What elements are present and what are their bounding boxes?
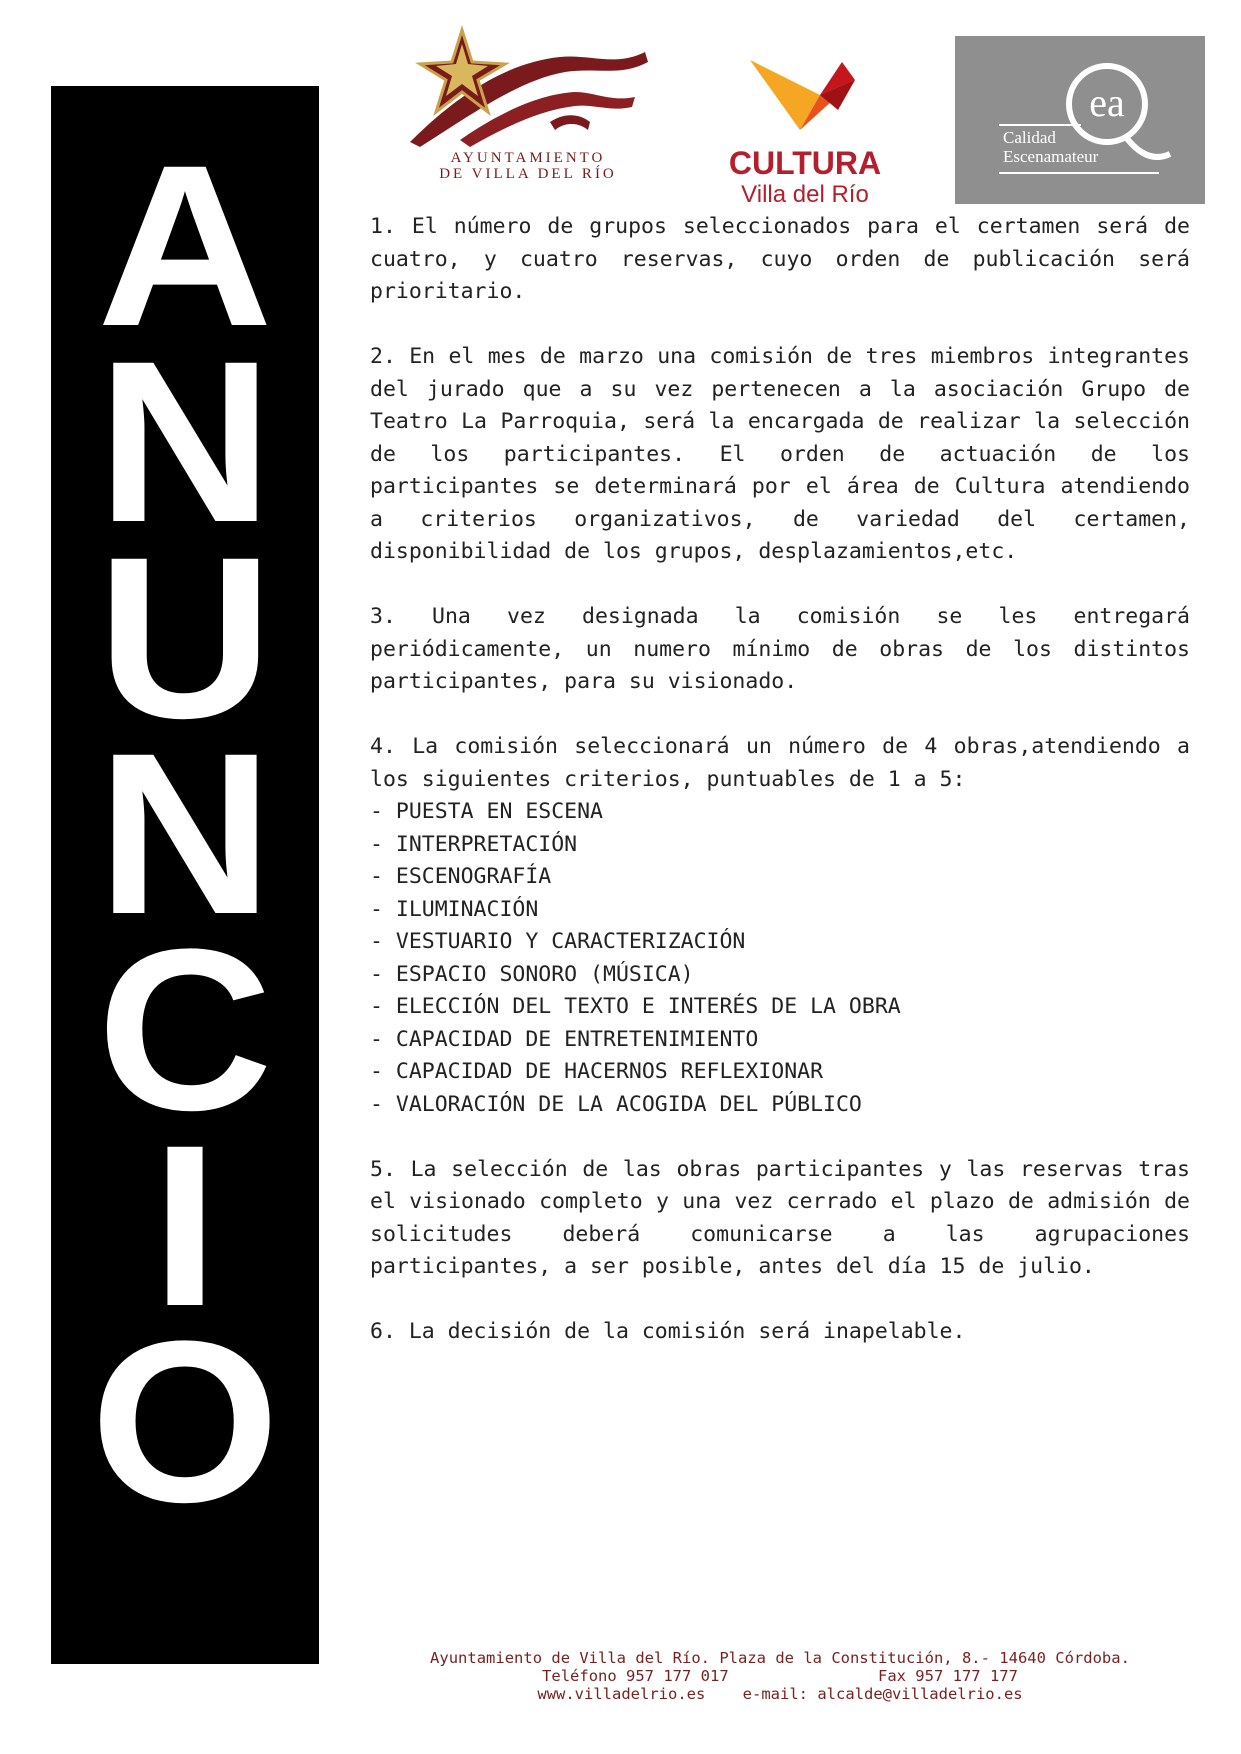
banner-letter: N: [96, 313, 274, 570]
footer-fax: Fax 957 177 177: [877, 1667, 1018, 1685]
banner-letter: A: [96, 117, 274, 374]
ayuntamiento-name: [408, 150, 648, 182]
criteria-list: [370, 796, 1190, 1121]
criteria-item: - VALORACIÓN DE LA ACOGIDA DEL PÚBLICO: [370, 1091, 862, 1117]
calidad-emblem-icon: [955, 36, 1205, 204]
footer-address: Ayuntamiento de Villa del Río. Plaza de la Constitución, 8.- 14640 Córdoba.: [430, 1649, 1130, 1667]
calidad-text: [1003, 128, 1098, 166]
criteria-item: - ESCENOGRAFÍA: [370, 864, 552, 889]
ayuntamiento-emblem-icon: [400, 22, 660, 152]
criteria-item: - CAPACIDAD DE ENTRETENIMIENTO: [370, 1026, 759, 1052]
paragraph-6: 6. La decisión de la comisión será inapelable.: [370, 1319, 966, 1344]
criteria-item: - INTERPRETACIÓN: [370, 831, 578, 857]
paragraph-4: 4. La comisión seleccionará un número de 4 obras,atendiendo a los siguientes criterios, puntuables de 1 a 5:: [370, 734, 1190, 792]
ayuntamiento-line1: AYUNTAMIENTO: [450, 150, 606, 166]
calidad-escenamateur-logo: [955, 36, 1205, 204]
criteria-item: - PUESTA EN ESCENA: [370, 799, 603, 824]
banner-letter: N: [96, 705, 274, 962]
criteria-item: - VESTUARIO Y CARACTERIZACIÓN: [370, 929, 746, 954]
anuncio-side-banner: [51, 86, 319, 1664]
criteria-item: - ESPACIO SONORO (MÚSICA): [370, 961, 694, 987]
calidad-divider-top: [999, 124, 1081, 126]
banner-letter: I: [151, 1097, 219, 1354]
ayuntamiento-line2: DE VILLA DEL RÍO: [439, 166, 617, 182]
criteria-item: - ILUMINACIÓN: [370, 896, 539, 922]
paragraph-2: 2. En el mes de marzo una comisión de tres miembros integrantes del jurado que a su vez pertenecen a la asociación Grupo de Teatro La Parroquia, será la encargada de realizar la selección de los participantes. El orden de actuación de los participantes se determinará por el área de Cultura atendiendo a criterios organizativos, de variedad del certamen, disponibilidad de los grupos, desplazamientos,etc.: [370, 344, 1190, 564]
footer-website-link[interactable]: www.villadelrio.es: [537, 1685, 706, 1703]
banner-letter: O: [90, 1293, 280, 1550]
ayuntamiento-logo: [400, 22, 660, 192]
footer-phone: Teléfono 957 177 017: [542, 1667, 729, 1685]
calidad-divider-bottom: [999, 172, 1159, 174]
notice-body: [370, 211, 1190, 1381]
footer-email-link[interactable]: e-mail: alcalde@villadelrio.es: [742, 1685, 1023, 1703]
paragraph-5: 5. La selección de las obras participantes y las reservas tras el visionado completo y una vez cerrado el plazo de admisión de solicitudes deberá comunicarse a las agrupaciones participantes, a ser posible, antes del día 15 de julio.: [370, 1156, 1190, 1279]
cultura-logo: [720, 40, 890, 210]
cultura-emblem-icon: [720, 40, 890, 140]
footer-links: [370, 1685, 1190, 1703]
banner-letter: C: [96, 901, 274, 1158]
cultura-title: CULTURA: [728, 145, 882, 181]
calidad-line2: Escenamateur: [1003, 147, 1099, 166]
criteria-item: - CAPACIDAD DE HACERNOS REFLEXIONAR: [370, 1059, 824, 1084]
paragraph-3: 3. Una vez designada la comisión se les entregará periódicamente, un numero mínimo de obras de los distintos participantes, para su visionado.: [370, 604, 1190, 694]
criteria-item: - ELECCIÓN DEL TEXTO E INTERÉS DE LA OBRA: [370, 994, 901, 1019]
paragraph-1: 1. El número de grupos seleccionados para el certamen será de cuatro, y cuatro reservas, cuyo orden de publicación será prioritario.: [370, 214, 1190, 304]
header-logos: [400, 22, 1210, 212]
calidad-line1: Calidad: [1003, 128, 1056, 147]
footer-phones: [370, 1667, 1190, 1685]
banner-letter: U: [96, 509, 274, 766]
footer-contact: [370, 1649, 1190, 1703]
calidad-mark: ea: [1089, 80, 1125, 125]
cultura-subtitle: Villa del Río: [741, 181, 869, 208]
